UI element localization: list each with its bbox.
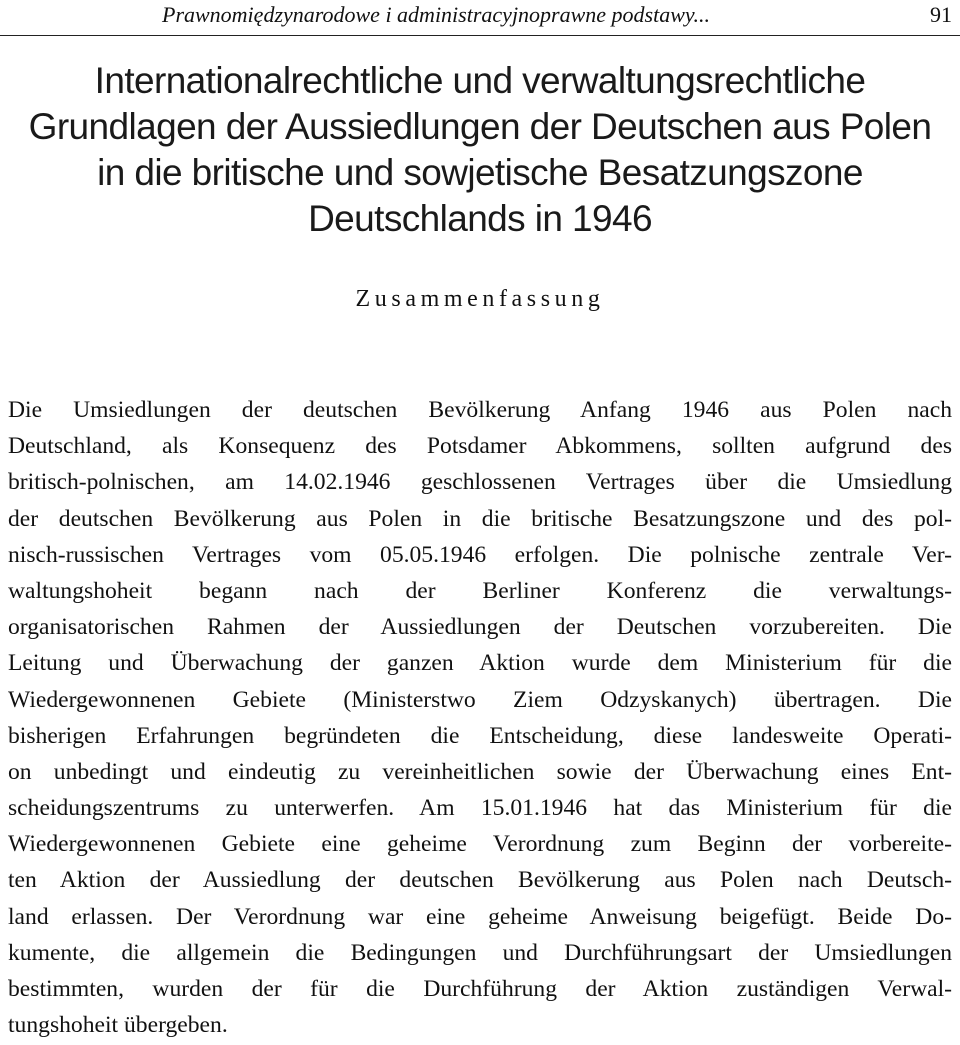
- text-line: on unbedingt und eindeutig zu vereinheitlichen sowie der Überwachung eines Ent-: [8, 758, 952, 785]
- title-line: Grundlagen der Aussiedlungen der Deutschen aus Polen: [28, 106, 932, 147]
- page-number: 91: [930, 2, 952, 27]
- text-line: Wiedergewonnenen Gebiete (Ministerstwo Ziem Odzyskanych) übertragen. Die: [8, 686, 952, 713]
- text-line: ten Aktion der Aussiedlung der deutschen Bevölkerung aus Polen nach Deutsch-: [8, 867, 952, 894]
- text-line: nisch-russischen Vertrages vom 05.05.1946 erfolgen. Die polnische zentrale Ver-: [8, 541, 952, 568]
- text-line: land erlassen. Der Verordnung war eine geheime Anweisung beigefügt. Beide Do-: [8, 903, 952, 930]
- text-line: organisatorischen Rahmen der Aussiedlungen der Deutschen vorzubereiten. Die: [8, 614, 952, 641]
- title-line: Internationalrechtliche und verwaltungsrechtliche: [94, 60, 866, 101]
- running-header: [0, 0, 960, 36]
- text-line: bisherigen Erfahrungen begründeten die Entscheidung, diese landesweite Operati-: [8, 722, 952, 749]
- abstract-paragraph: [8, 392, 952, 1043]
- text-line: Leitung und Überwachung der ganzen Aktion wurde dem Ministerium für die: [8, 650, 952, 677]
- title-line: in die britische und sowjetische Besatzungszone: [97, 152, 863, 193]
- paper-title: [0, 58, 960, 242]
- text-line: scheidungszentrums zu unterwerfen. Am 15.01.1946 hat das Ministerium für die: [8, 795, 952, 822]
- text-line: Deutschland, als Konsequenz des Potsdamer Abkommens, sollten aufgrund des: [8, 433, 952, 460]
- section-heading: Zusammenfassung: [355, 286, 605, 312]
- text-line: Die Umsiedlungen der deutschen Bevölkerung Anfang 1946 aus Polen nach: [8, 397, 952, 423]
- text-line: bestimmten, wurden der für die Durchführung der Aktion zuständigen Verwal-: [8, 976, 952, 1002]
- text-line: tungshoheit übergeben.: [8, 1012, 228, 1039]
- text-line: Wiedergewonnenen Gebiete eine geheime Verordnung zum Beginn der vorbereite-: [8, 831, 952, 858]
- title-line: Deutschlands in 1946: [308, 198, 652, 239]
- text-line: waltungshoheit begann nach der Berliner Konferenz die verwaltungs-: [8, 577, 952, 604]
- running-title: Prawnomiędzynarodowe i administracyjnoprawne podstawy...: [162, 2, 710, 27]
- text-line: der deutschen Bevölkerung aus Polen in die britische Besatzungszone und des pol-: [8, 505, 952, 532]
- text-line: kumente, die allgemein die Bedingungen und Durchführungsart der Umsiedlungen: [8, 939, 952, 966]
- text-line: britisch-polnischen, am 14.02.1946 geschlossenen Vertrages über die Umsiedlung: [8, 469, 952, 496]
